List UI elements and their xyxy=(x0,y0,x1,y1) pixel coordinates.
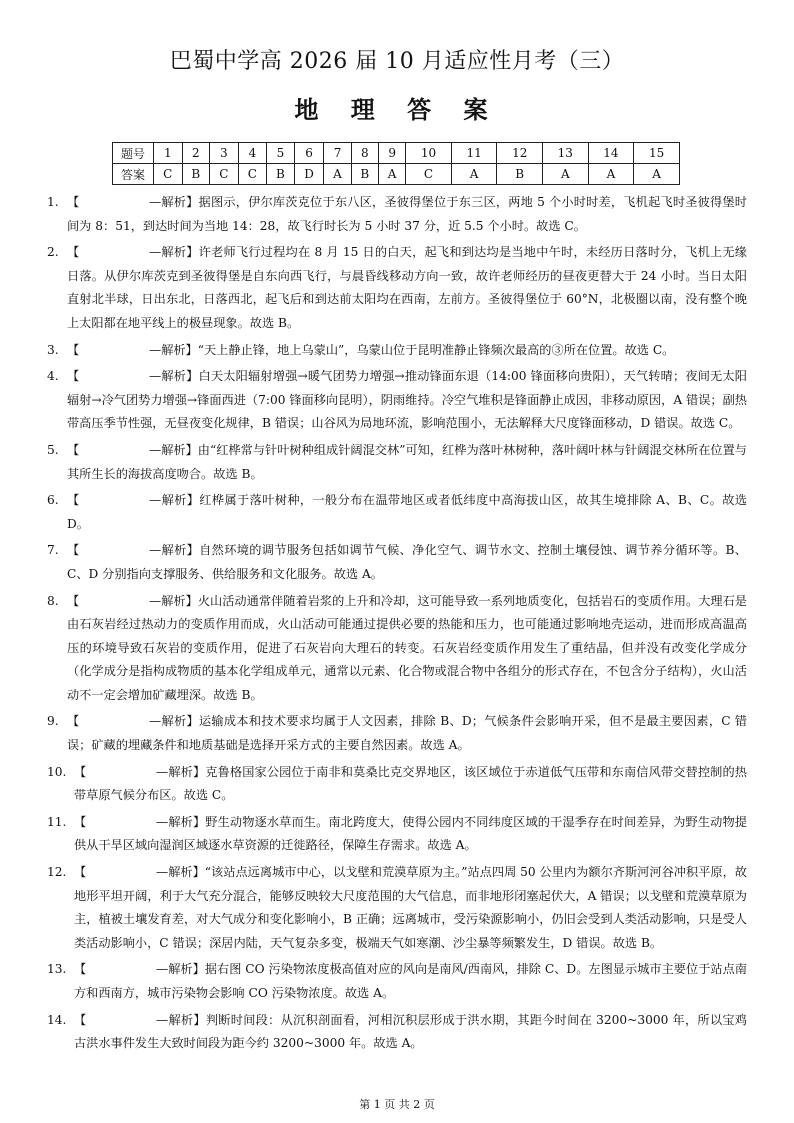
explanation-item xyxy=(47,439,747,486)
answer-cell: B xyxy=(497,164,543,185)
question-number: 10 xyxy=(406,143,452,164)
item-text-block xyxy=(74,811,747,858)
question-number: 9 xyxy=(379,143,406,164)
explanation-item xyxy=(47,710,747,757)
item-text-block xyxy=(67,489,747,536)
item-text: —解析】由“红桦常与针叶树种组成针阔混交林”可知，红桦为落叶林树种，落叶阔叶林与针阔混交林所在位置与其所生长的海拔高度吻合。故选 B。 xyxy=(67,442,747,481)
item-text: —解析】许老师飞行过程均在 8 月 15 日的白天，起飞和到达均是当地中午时，未经历日落时分，飞机上无缘日落。从伊尔库茨克到圣彼得堡是自东向西飞行，与晨昏线移动方向一致，故许老师经历的昼夜更替大于 24 小时。当日太阳直射北半球，日出东北，日落西北，起飞后和到达前太阳均在西南，左前方。圣彼得堡位于 60°N，北极圈以南，没有整个晚上太阳都在地平线上的极昼现象。故选 B。 xyxy=(67,245,747,330)
explanation-item xyxy=(47,191,747,238)
answer-cell: B xyxy=(351,164,379,185)
item-text-block xyxy=(74,761,747,808)
item-text: —解析】红桦属于落叶树种，一般分布在温带地区或者低纬度中高海拔山区，故其生境排除 A、B、C。故选 D。 xyxy=(67,493,747,531)
item-text: —解析】据图示，伊尔库茨克位于东八区，圣彼得堡位于东三区，两地 5 个小时时差，飞机起飞时圣彼得堡时间为 8：51，到达时间为当地 14：28，故飞行时长为 5 小时 37 分，近 5.5 个小时。故选 C。 xyxy=(67,195,747,233)
item-number: 10. xyxy=(47,764,67,779)
question-number: 1 xyxy=(154,143,183,164)
document-subtitle: 地 理 答 案 xyxy=(294,95,500,124)
row-label-answer: 答案 xyxy=(113,164,154,185)
item-number: 6. xyxy=(47,493,59,508)
open-bracket: 【 xyxy=(67,593,80,608)
item-text-block xyxy=(74,1009,747,1056)
item-text-block xyxy=(67,590,747,708)
open-bracket: 【 xyxy=(74,1012,87,1027)
open-bracket: 【 xyxy=(74,865,87,880)
answer-cell: A xyxy=(379,164,406,185)
answer-table-number-row xyxy=(113,143,680,164)
question-number: 7 xyxy=(324,143,351,164)
item-text-block xyxy=(67,539,747,586)
item-text: —解析】自然环境的调节服务包括如调节气候、净化空气、调节水文、控制土壤侵蚀、调节养分循环等。B、C、D 分别指向支撑服务、供给服务和文化服务。故选 A。 xyxy=(67,543,747,581)
item-number: 1. xyxy=(47,195,59,209)
open-bracket: 【 xyxy=(67,543,80,558)
open-bracket: 【 xyxy=(67,195,80,209)
explanation-item xyxy=(47,590,747,708)
question-number: 4 xyxy=(238,143,267,164)
row-label-number: 题号 xyxy=(113,143,154,164)
item-number: 12. xyxy=(47,865,67,880)
item-text-block xyxy=(67,241,747,335)
explanation-list xyxy=(47,191,747,1059)
item-text: —解析】据右图 CO 污染物浓度极高值对应的风向是南风/西南风，排除 C、D。左图显示城市主要位于站点南方和西南方，城市污染物会影响 CO 污染物浓度。故选 A。 xyxy=(74,962,747,1000)
item-number: 3. xyxy=(47,342,59,357)
item-text: —解析】运输成本和技术要求均属于人文因素，排除 B、D；气候条件会影响开采，但不是最主要因素，C 错误；矿藏的埋藏条件和地质基础是选择开采方式的主要自然因素。故选 A。 xyxy=(67,714,747,753)
question-number: 15 xyxy=(634,143,680,164)
item-number: 9. xyxy=(47,714,59,729)
open-bracket: 【 xyxy=(67,493,80,508)
question-number: 6 xyxy=(294,143,324,164)
answer-cell: C xyxy=(210,164,239,185)
open-bracket: 【 xyxy=(67,342,80,357)
item-number: 4. xyxy=(47,369,59,384)
explanation-item xyxy=(47,861,747,955)
item-number: 2. xyxy=(47,245,59,260)
open-bracket: 【 xyxy=(74,814,87,829)
answer-cell: A xyxy=(588,164,634,185)
question-number: 11 xyxy=(451,143,497,164)
question-number: 2 xyxy=(182,143,210,164)
question-number: 12 xyxy=(497,143,543,164)
answer-cell: B xyxy=(182,164,210,185)
item-text: —解析】“该站点远离城市中心，以戈壁和荒漠草原为主。”站点四周 50 公里内为额尔齐斯河河谷冲积平原，故地形平坦开阔，利于大气充分混合，能够反映较大尺度范围的大气信息，而非地形闭塞起伏大，A 错误；以戈壁和荒漠草原为主，植被土壤发育差，对大气成分和变化影响小，B 正确；远离城市，受污染源影响小，仍旧会受到人类活动影响，只是受人类活动影响小，C 错误；深居内陆，天气复杂多变，极端天气如寒潮、沙尘暴等频繁发生，D 错误。故选 B。 xyxy=(74,865,747,950)
question-number: 14 xyxy=(588,143,634,164)
item-text-block xyxy=(67,439,747,486)
answer-cell: C xyxy=(238,164,267,185)
open-bracket: 【 xyxy=(67,442,80,457)
item-number: 11. xyxy=(47,814,67,829)
explanation-item xyxy=(47,811,747,858)
answer-cell: A xyxy=(451,164,497,185)
item-text-block xyxy=(67,365,747,436)
item-text-block xyxy=(74,958,747,1005)
item-text: —解析】判断时间段：从沉积剖面看，河相沉积层形成于洪水期，其距今时间在 3200~3000 年，所以宝鸡古洪水事件发生大致时间段为距今约 3200~3000 年。故选 A。 xyxy=(74,1012,747,1051)
item-number: 7. xyxy=(47,543,59,558)
item-text: —解析】火山活动通常伴随着岩浆的上升和冷却，这可能导致一系列地质变化，包括岩石的变质作用。大理石是由石灰岩经过热动力的变质作用而成，火山活动可能通过提供必要的热能和压力，也可能通过影响地壳运动，进而形成高温高压的环境导致石灰岩的变质作用，促进了石灰岩向大理石的转变。石灰岩经变质作用发生了重结晶，但并没有改变化学成分（化学成分是指构成物质的基本化学组成单元，通常以元素、化合物或混合物中各组分的形式存在，不包含分子结构），火山活动不一定会增加矿藏埋深。故选 B。 xyxy=(67,593,747,702)
item-number: 5. xyxy=(47,442,59,457)
question-number: 8 xyxy=(351,143,379,164)
explanation-item xyxy=(47,958,747,1005)
question-number: 5 xyxy=(267,143,295,164)
answer-cell: C xyxy=(154,164,183,185)
explanation-item xyxy=(47,339,747,363)
explanation-item xyxy=(47,539,747,586)
open-bracket: 【 xyxy=(67,369,80,384)
item-number: 13. xyxy=(47,962,67,977)
item-text: —解析】“天上静止锋，地上乌蒙山”，乌蒙山位于昆明准静止锋频次最高的③所在位置。故选 C。 xyxy=(149,342,675,357)
answer-cell: A xyxy=(634,164,680,185)
explanation-item xyxy=(47,489,747,536)
item-number: 8. xyxy=(47,593,59,608)
explanation-item xyxy=(47,761,747,808)
answer-cell: C xyxy=(406,164,452,185)
item-text-block xyxy=(67,191,747,238)
open-bracket: 【 xyxy=(74,962,87,977)
page-footer: 第 1 页 共 2 页 xyxy=(359,1098,435,1111)
item-text: —解析】克鲁格国家公园位于南非和莫桑比克交界地区，该区域位于赤道低气压带和东南信风带交替控制的热带草原气候分布区。故选 C。 xyxy=(74,764,747,803)
item-text-block xyxy=(74,861,747,955)
answer-cell: A xyxy=(324,164,351,185)
answer-cell: A xyxy=(543,164,589,185)
explanation-item xyxy=(47,241,747,335)
answer-cell: D xyxy=(294,164,324,185)
open-bracket: 【 xyxy=(67,245,80,260)
explanation-item xyxy=(47,1009,747,1056)
answer-table xyxy=(112,142,680,185)
answer-table-answer-row xyxy=(113,164,680,185)
answer-cell: B xyxy=(267,164,295,185)
question-number: 13 xyxy=(543,143,589,164)
open-bracket: 【 xyxy=(74,764,87,779)
question-number: 3 xyxy=(210,143,239,164)
item-text-block xyxy=(67,710,747,757)
document-title: 巴蜀中学高 2026 届 10 月适应性月考（三） xyxy=(169,49,625,74)
item-text-block xyxy=(67,339,747,363)
explanation-item xyxy=(47,365,747,436)
open-bracket: 【 xyxy=(67,714,80,729)
item-number: 14. xyxy=(47,1012,67,1027)
item-text: —解析】白天太阳辐射增强→暖气团势力增强→推动锋面东退（14:00 锋面移向贵阳），天气转晴；夜间无太阳辐射→冷气团势力增强→锋面西进（7:00 锋面移向昆明），阴雨维持。冷空气堆积是锋面静止成因，非移动原因，A 错误；副热带高压季节性强，无昼夜变化规律，B 错误；山谷风为局地环流，影响范围小，无法解释大尺度锋面移动，D 错误。故选 C。 xyxy=(67,369,747,431)
item-text: —解析】野生动物逐水草而生。南北跨度大，使得公园内不同纬度区域的干湿季存在时间差异，为野生动物提供从干旱区域向湿润区域逐水草资源的迁徙路径，保障生存需求。故选 A。 xyxy=(74,814,747,853)
